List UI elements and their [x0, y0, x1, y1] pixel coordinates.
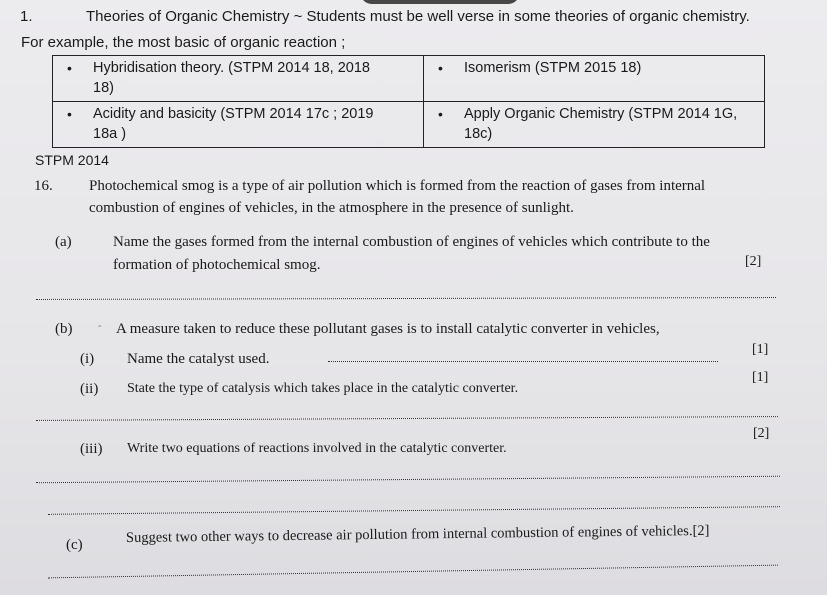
part-c-text: Suggest two other ways to decrease air pollution from internal combustion of engines of vehicles.[2] — [125, 522, 710, 546]
answer-line-b-iii-2[interactable] — [48, 506, 780, 515]
part-b-iii-label: (iii) — [80, 441, 103, 457]
topic-text: Acidity and basicity (STPM 2014 17c ; 2019 18a ) — [93, 106, 374, 142]
table-cell — [53, 102, 424, 148]
part-b-ii-label: (ii) — [80, 381, 99, 397]
topic-text: Hybridisation theory. (STPM 2014 18, 2018 18) — [93, 60, 370, 96]
table-cell — [53, 56, 424, 102]
stpm-label: STPM 2014 — [35, 152, 109, 168]
section-title: Theories of Organic Chemistry ~ Students must be well verse in some theories of organic chemistry. — [86, 8, 750, 25]
part-b-ii-text: State the type of catalysis which takes place in the catalytic converter. — [127, 381, 519, 396]
answer-line-a[interactable] — [36, 297, 776, 300]
topic-text: Isomerism (STPM 2015 18) — [464, 60, 642, 76]
part-a-marks: [2] — [745, 254, 762, 269]
topic-text: Apply Organic Chemistry (STPM 2014 1G, 18c) — [464, 106, 738, 142]
part-b-ii-marks: [1] — [752, 370, 769, 385]
part-b-iii-marks: [2] — [753, 426, 770, 441]
question-stem-line1: Photochemical smog is a type of air pollution which is formed from the reaction of gases from internal — [89, 178, 706, 194]
part-b-i-text: Name the catalyst used. — [127, 351, 270, 367]
part-c-label: (c) — [66, 537, 83, 553]
part-b-i-label: (i) — [80, 351, 95, 367]
bullet-icon: • — [438, 60, 443, 76]
answer-line-b-iii-1[interactable] — [36, 476, 780, 483]
topics-table — [52, 55, 765, 148]
part-b-i-marks: [1] — [752, 342, 769, 357]
example-intro: For example, the most basic of organic reaction ; — [21, 34, 346, 51]
part-a-line1: Name the gases formed from the internal combustion of engines of vehicles which contribute to the — [113, 234, 710, 250]
bullet-icon: • — [67, 106, 72, 122]
part-a-line2: formation of photochemical smog. — [113, 257, 321, 273]
part-b-label: (b) — [55, 321, 73, 337]
part-b-dash: - — [98, 320, 102, 332]
question-number: 16. — [34, 178, 53, 194]
answer-line-b-i[interactable] — [328, 361, 718, 362]
section-number: 1. — [20, 8, 33, 25]
question-stem-line2: combustion of engines of vehicles, in the atmosphere in the presence of sunlight. — [89, 200, 574, 216]
answer-line-c-1[interactable] — [48, 565, 778, 579]
table-cell — [424, 102, 765, 148]
answer-line-b-ii[interactable] — [36, 416, 778, 421]
table-row — [53, 102, 765, 148]
part-b-text: A measure taken to reduce these pollutant gases is to install catalytic converter in vehicles, — [116, 321, 660, 337]
bullet-icon: • — [67, 60, 72, 76]
table-row — [53, 56, 765, 102]
part-b-iii-text: Write two equations of reactions involved in the catalytic converter. — [127, 441, 507, 456]
top-dark-strip — [360, 0, 520, 4]
bullet-icon: • — [438, 106, 443, 122]
table-cell — [424, 56, 765, 102]
part-a-label: (a) — [55, 234, 72, 250]
